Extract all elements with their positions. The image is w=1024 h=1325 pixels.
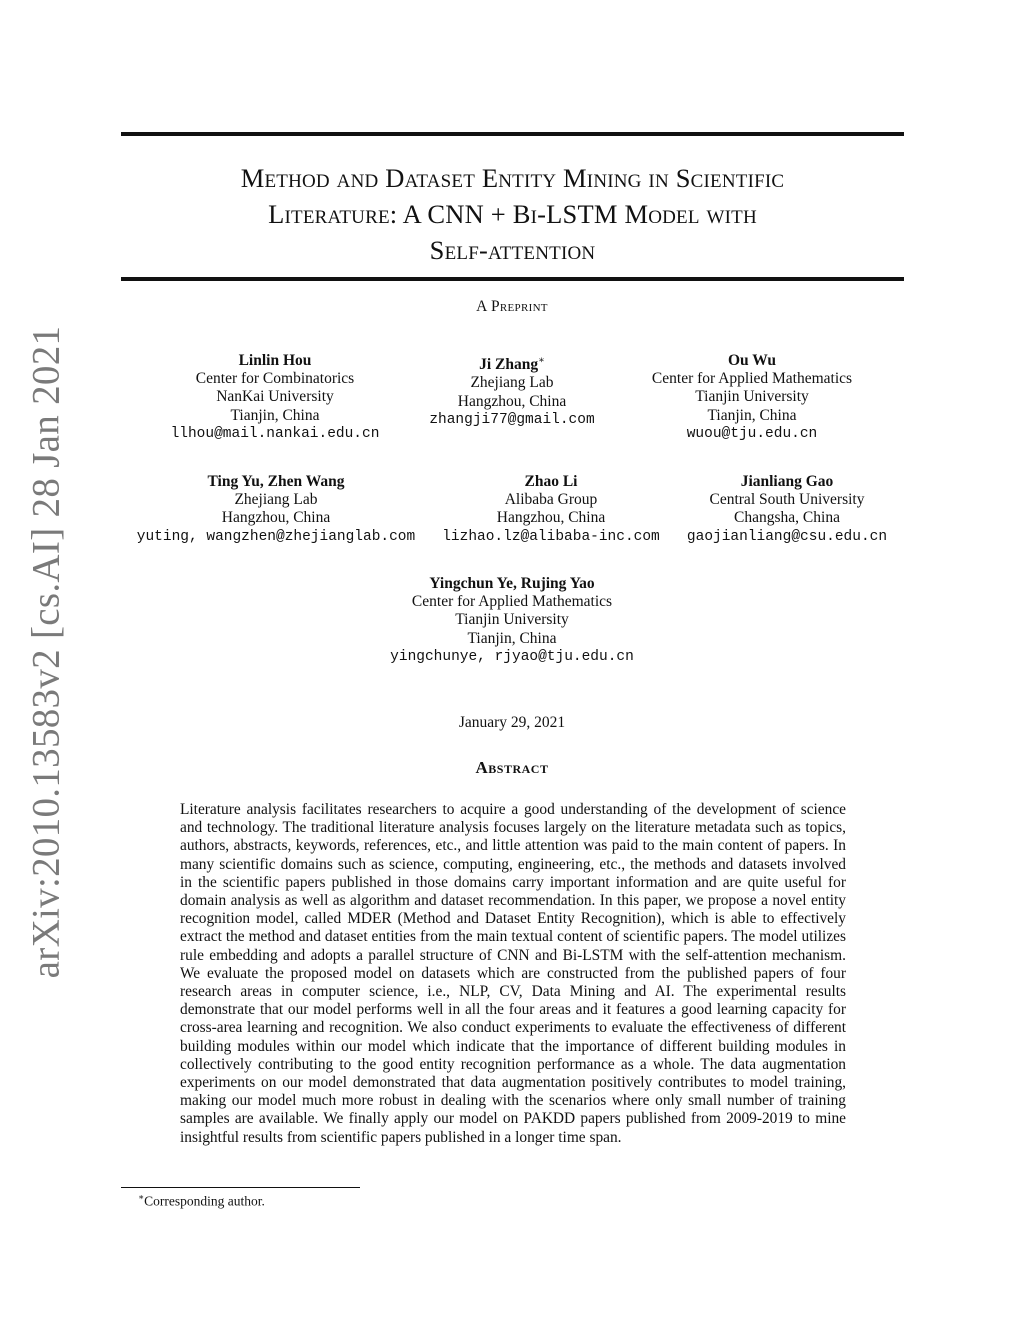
arxiv-identifier-stamp: arXiv:2010.13583v2 [cs.AI] 28 Jan 2021 xyxy=(24,325,68,979)
author-affiliation: Center for Applied Mathematics xyxy=(651,370,853,388)
author-location: Tianjin, China xyxy=(707,406,797,424)
preprint-label: A Preprint xyxy=(476,298,548,315)
author-email: zhangji77@gmail.com xyxy=(429,411,595,428)
paper-title xyxy=(121,160,904,268)
author-affiliation: NanKai University xyxy=(216,388,334,406)
author-name: Yingchun Ye, Rujing Yao xyxy=(429,575,595,592)
corresponding-author-mark: ∗ xyxy=(538,355,545,366)
author-block xyxy=(116,473,436,546)
author-email: yingchunye, rjyao@tju.edu.cn xyxy=(390,648,634,665)
author-name: Zhao Li xyxy=(524,473,578,490)
author-block xyxy=(362,575,662,666)
author-location: Hangzhou, China xyxy=(457,392,567,410)
title-line-2: Literature: A CNN + Bi-LSTM Model with xyxy=(268,199,757,229)
author-block xyxy=(602,352,902,443)
author-name: Linlin Hou xyxy=(238,352,312,369)
title-line-1: Method and Dataset Entity Mining in Scientific xyxy=(240,163,785,193)
title-line-3: Self-attention xyxy=(429,235,596,265)
author-affiliation: Central South University xyxy=(709,491,865,509)
footnote-text: Corresponding author. xyxy=(144,1193,265,1209)
abstract-heading: Abstract xyxy=(475,758,549,777)
author-location: Tianjin, China xyxy=(467,629,557,647)
author-location: Tianjin, China xyxy=(230,406,320,424)
author-affiliation: Zhejiang Lab xyxy=(234,491,318,509)
author-affiliation: Tianjin University xyxy=(455,611,569,629)
author-location: Hangzhou, China xyxy=(221,509,331,527)
author-email: llhou@mail.nankai.edu.cn xyxy=(170,425,380,442)
publication-date: January 29, 2021 xyxy=(458,714,566,731)
author-block xyxy=(637,473,937,546)
title-rule-bottom xyxy=(121,277,904,281)
footnote xyxy=(138,1192,265,1210)
author-name: Ji Zhang∗ xyxy=(479,355,545,374)
author-email: wuou@tju.edu.cn xyxy=(686,425,818,442)
author-affiliation: Center for Combinatorics xyxy=(195,370,355,388)
author-affiliation: Tianjin University xyxy=(695,388,809,406)
author-name: Jianliang Gao xyxy=(740,473,834,490)
author-affiliation: Alibaba Group xyxy=(504,491,598,509)
author-email: lizhao.lz@alibaba-inc.com xyxy=(442,528,660,545)
footnote-mark: ∗ xyxy=(138,1192,145,1202)
abstract-text: Literature analysis facilitates researchers to acquire a good understanding of the development of science and technology. The traditional literature analysis focuses largely on the literature metadata such as topics, authors, abstracts, keywords, references, etc., and little attention was paid to the main content of papers. In many scientific domains such as science, computing, engineering, etc., the methods and datasets involved in the scientific papers published in those domains carry important information and are quite useful for domain analysis as well as algorithm and dataset recommendation. In this paper, we propose a novel entity recognition model, called MDER (Method and Dataset Entity Recognition), which is able to effectively extract the method and dataset entities from the main textual content of scientific papers. The model utilizes rule embedding and adopts a parallel structure of CNN and Bi-LSTM with the self-attention mechanism. We evaluate the proposed model on datasets which are constructed from the published papers of four research areas in computer science, i.e., NLP, CV, Data Mining and AI. The experimental results demonstrate that our model performs well in all the four areas and it features a good learning capacity for cross-area learning and recognition. We also conduct experiments to evaluate the effectiveness of different building modules within our model which indicate that the importance of different building modules in collectively contributing to the good entity recognition performance as a whole. The data augmentation experiments on our model demonstrated that data augmentation positively contributes to model training, making our model much more robust in dealing with the scenarios where only small number of training samples are available. We finally apply our model on PAKDD papers published from 2009-2019 to mine insightful results from scientific papers published in a longer time span. xyxy=(180,801,846,1146)
author-email: yuting, wangzhen@zhejianglab.com xyxy=(136,528,416,545)
footnote-rule xyxy=(121,1187,360,1188)
author-location: Hangzhou, China xyxy=(496,509,606,527)
title-rule-top xyxy=(121,132,904,136)
author-affiliation: Center for Applied Mathematics xyxy=(411,593,613,611)
author-name: Ting Yu, Zhen Wang xyxy=(207,473,345,490)
author-location: Changsha, China xyxy=(734,509,840,527)
author-name: Ou Wu xyxy=(727,352,777,369)
author-affiliation: Zhejiang Lab xyxy=(470,374,554,392)
author-email: gaojianliang@csu.edu.cn xyxy=(686,528,888,545)
